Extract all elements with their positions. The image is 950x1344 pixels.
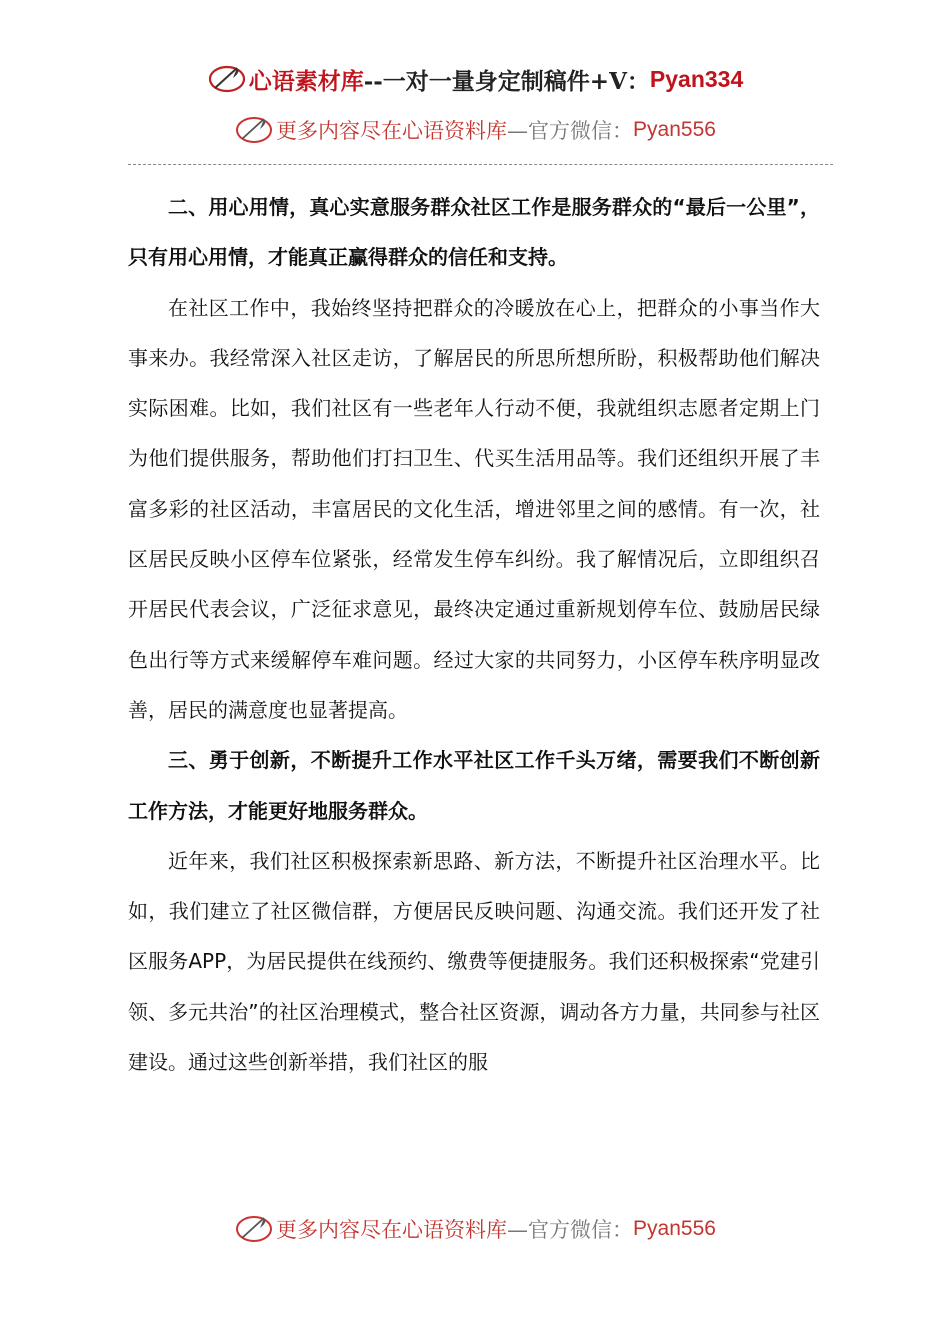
header-official-text: —官方微信： <box>507 119 634 143</box>
header-line-1 <box>0 62 950 96</box>
section-heading-3: 三、勇于创新，不断提升工作水平社区工作千头万绪，需要我们不断创新工作方法，才能更好地服务群众。 <box>128 748 820 823</box>
footer-wechat: Pyan556 <box>633 1217 716 1240</box>
quill-logo-icon <box>234 113 274 147</box>
header-more-text: 更多内容尽在心语资料库 <box>276 119 508 143</box>
footer-more-text: 更多内容尽在心语资料库 <box>276 1218 508 1242</box>
header-line-2 <box>0 113 950 147</box>
header-contact: Pyan334 <box>649 65 744 92</box>
footer-official-text: —官方微信： <box>507 1218 634 1242</box>
section-heading-2: 二、用心用情，真心实意服务群众社区工作是服务群众的“最后一公里”，只有用心用情，才能真正赢得群众的信任和支持。 <box>128 195 820 270</box>
quill-logo-icon <box>207 62 247 96</box>
header-tagline: --一对一量身定制稿件+V： <box>363 67 650 95</box>
document-body <box>128 182 820 1087</box>
brand-name: 心语素材库 <box>248 67 364 95</box>
header-divider <box>128 164 833 165</box>
quill-logo-icon <box>234 1212 274 1246</box>
paragraph: 近年来，我们社区积极探索新思路、新方法，不断提升社区治理水平。比如，我们建立了社区微信群，方便居民反映问题、沟通交流。我们还开发了社区服务APP，为居民提供在线预约、缴费等便捷服务。我们还积极探索“党建引领、多元共治”的社区治理模式，整合社区资源，调动各方力量，共同参与社区建设。通过这些创新举措，我们社区的服 <box>128 848 820 1075</box>
paragraph: 在社区工作中，我始终坚持把群众的冷暖放在心上，把群众的小事当作大事来办。我经常深入社区走访，了解居民的所思所想所盼，积极帮助他们解决实际困难。比如，我们社区有一些老年人行动不便，我就组织志愿者定期上门为他们提供服务，帮助他们打扫卫生、代买生活用品等。我们还组织开展了丰富多彩的社区活动，丰富居民的文化生活，增进邻里之间的感情。有一次，社区居民反映小区停车位紧张，经常发生停车纠纷。我了解情况后，立即组织召开居民代表会议，广泛征求意见，最终决定通过重新规划停车位、鼓励居民绿色出行等方式来缓解停车难问题。经过大家的共同努力，小区停车秩序明显改善，居民的满意度也显著提高。 <box>128 295 820 722</box>
footer <box>0 1212 950 1246</box>
header-wechat: Pyan556 <box>633 118 716 141</box>
